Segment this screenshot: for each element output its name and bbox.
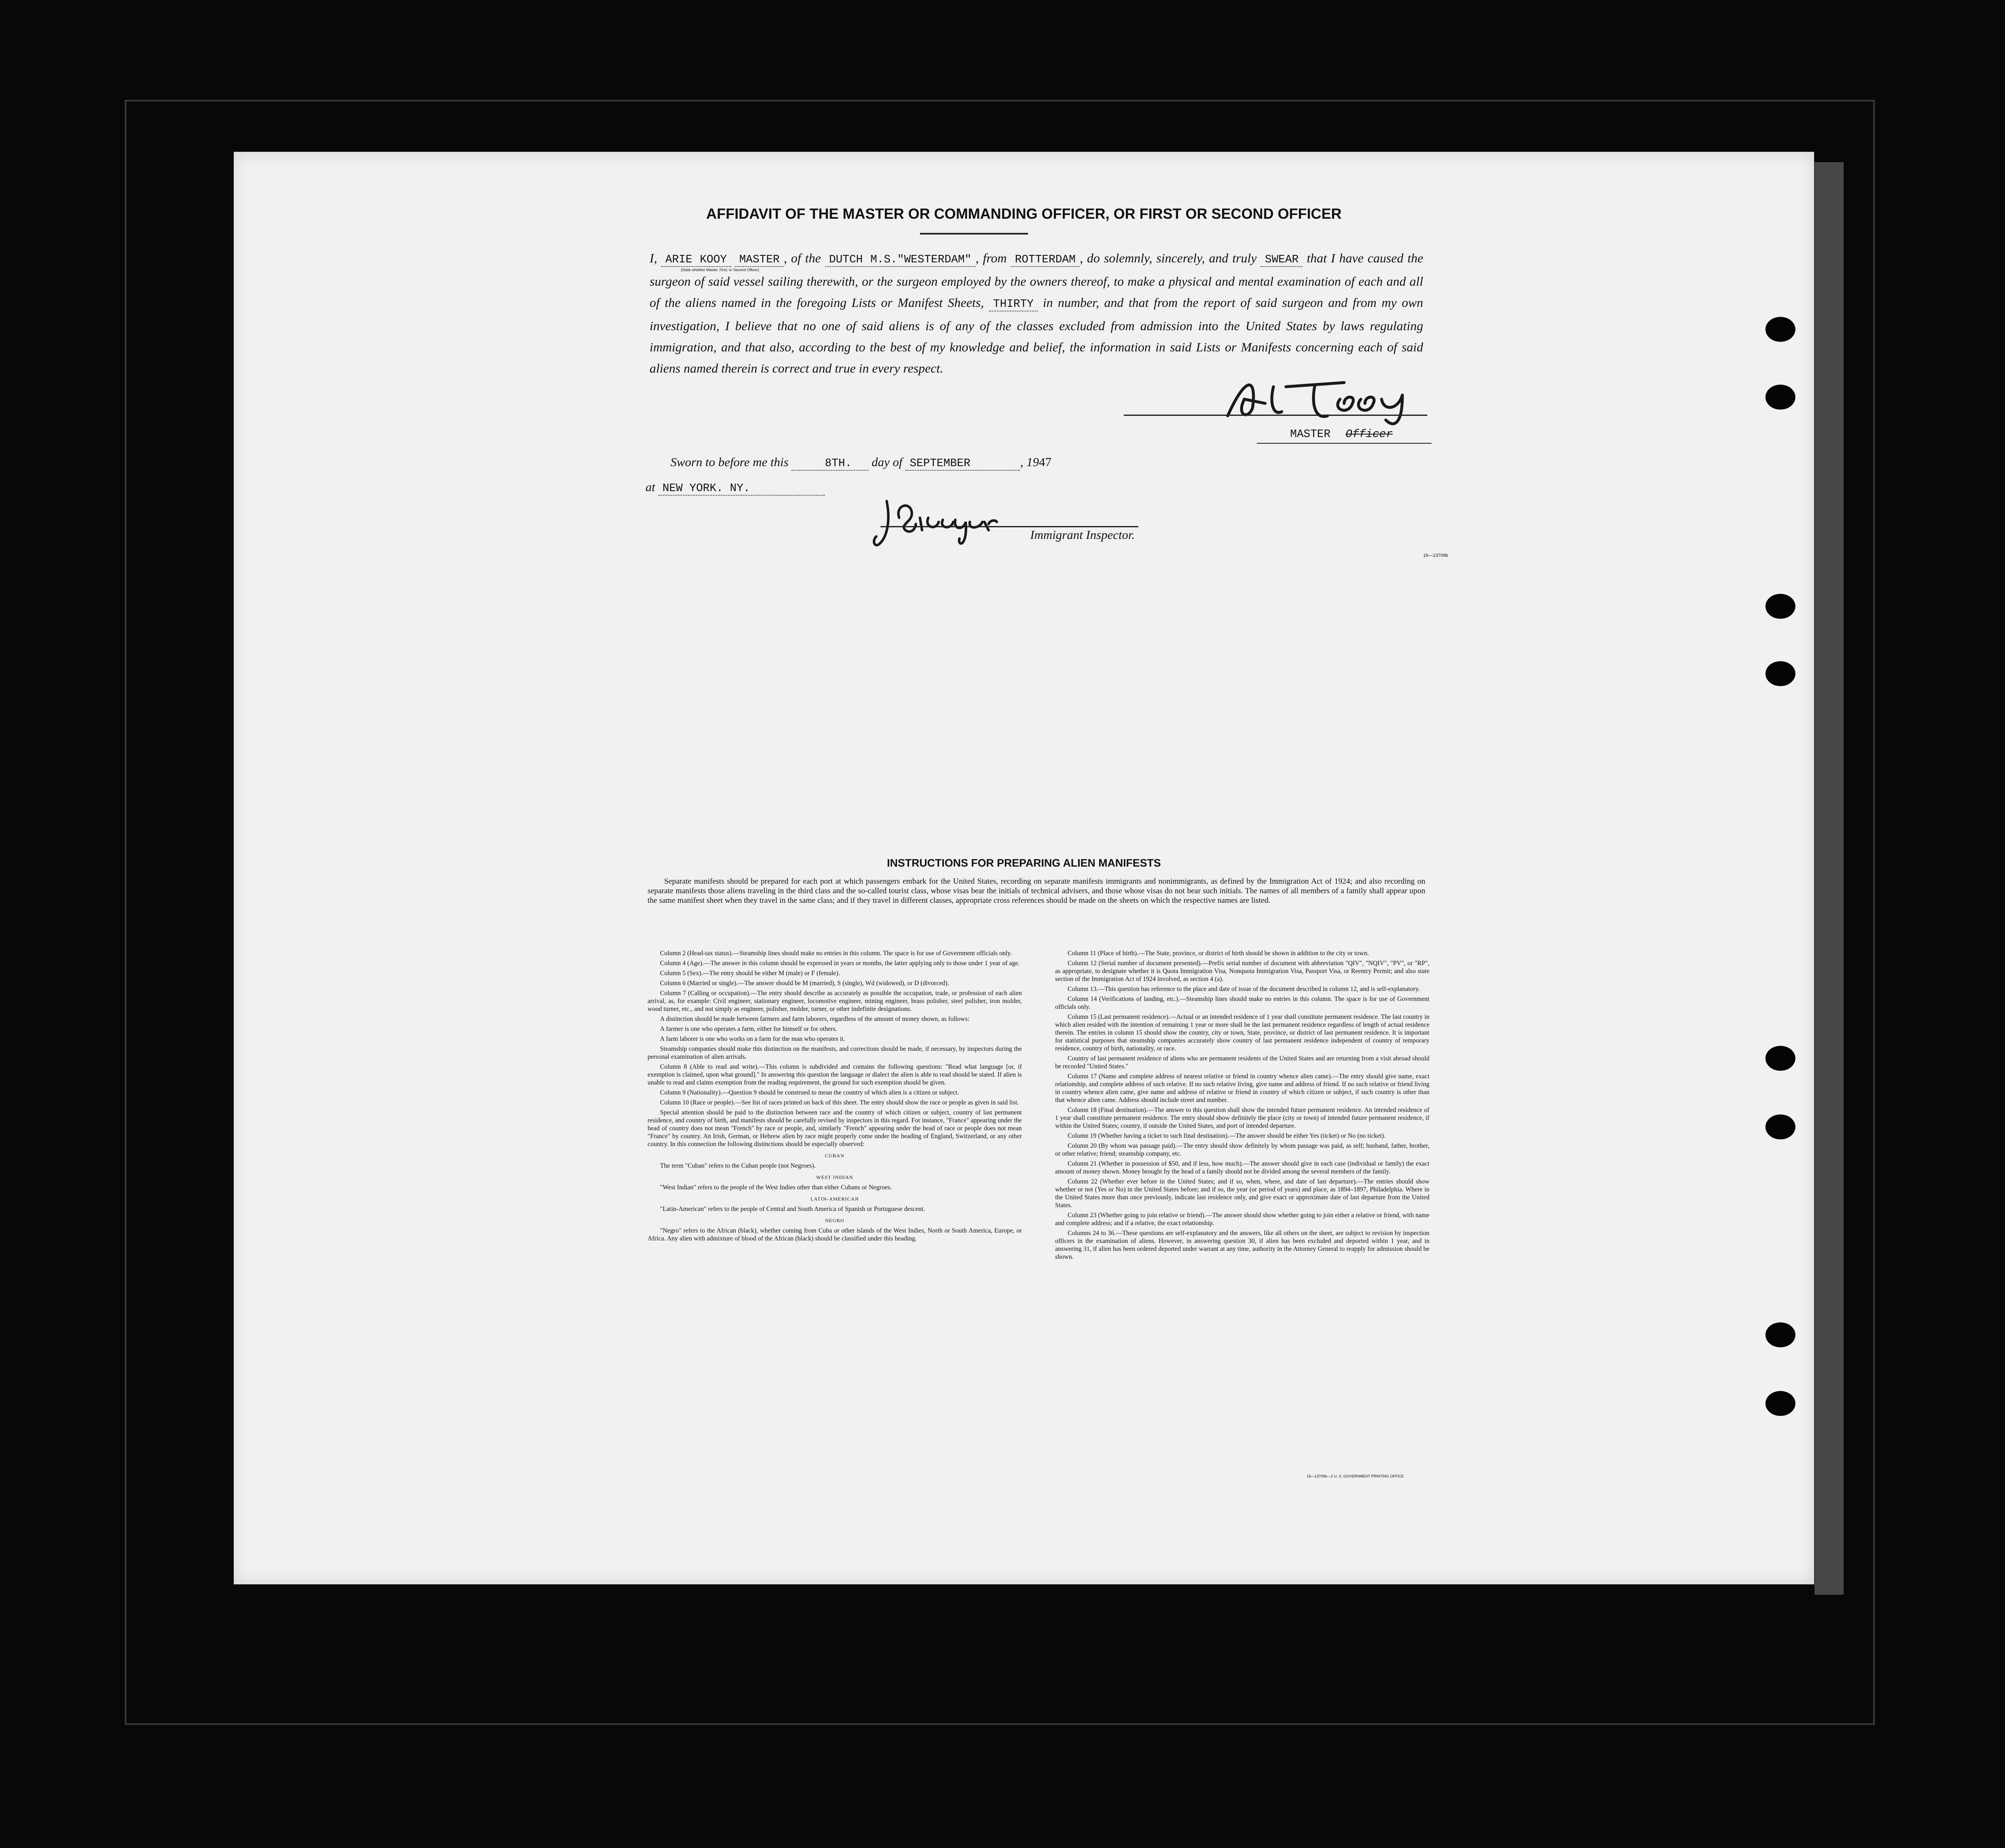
- definition-paragraph: "Negro" refers to the African (black), whether coming from Cuba or other islands of the West Indies, North or South America, Europe, or Africa. Any alien with admixture of blood of the African (black) should be classified under this heading.: [648, 1227, 1022, 1242]
- vessel-field: DUTCH M.S."WESTERDAM": [825, 254, 976, 267]
- page-edge-shadow: [1815, 162, 1844, 1595]
- punch-hole: [1765, 317, 1795, 342]
- instruction-paragraph: Country of last permanent residence of aliens who are permanent residents of the United States and are returning from a visit abroad should be recorded "United States.": [1055, 1055, 1429, 1070]
- instruction-paragraph: Column 18 (Final destination).—The answer to this question shall show the intended future permanent residence. An intended residence of 1 year shall constitute permanent residence. The entry should show definitely the place (city or town) of intended future permanent residence, if within the United States; country, if outside the United States, and port of intended departure.: [1055, 1107, 1429, 1129]
- instruction-paragraph: Column 10 (Race or people).—See list of races printed on back of this sheet. The entry should show the race or people as given in said list.: [660, 1099, 1019, 1106]
- instruction-paragraph: Column 15 (Last permanent residence).—Actual or an intended residence of 1 year shall constitute permanent residence. The last country in which alien resided with the intention of remaining 1 year or more shall be the last permanent residence regardless of length of actual residence therein. The entries in column 15 should show the country, city or town, State, province, or district of last permanent residence. It is important for statistical purposes that steamship companies accurately show country of last permanent residence independent of country of temporary residence, country of birth, nationality, or race.: [1055, 1013, 1429, 1052]
- instruction-paragraph: Column 11 (Place of birth).—The State, province, or district of birth should be shown in addition to the city or town.: [1068, 950, 1369, 957]
- punch-hole: [1765, 1322, 1795, 1347]
- instruction-paragraph: Column 4 (Age).—The answer in this column should be expressed in years or months, the latter applying only to those under 1 year of age.: [660, 960, 1020, 967]
- definition-paragraph: "Latin-American" refers to the people of Central and South America of Spanish or Portuguese descent.: [660, 1206, 925, 1213]
- master-signature-line: [1124, 415, 1427, 416]
- place-line: at NEW YORK. NY.: [645, 480, 825, 495]
- inspector-signature-line: [880, 526, 1138, 527]
- definition-paragraph: "West Indian" refers to the people of the West Indies other than either Cubans or Negroes.: [660, 1184, 892, 1191]
- sheet-count-field: THIRTY: [989, 298, 1038, 311]
- title-rule: [920, 233, 1028, 235]
- instruction-paragraph: Column 14 (Verifications of landing, etc.).—Steamship lines should make no entries in this column. The space is for use of Government officials only.: [1055, 996, 1429, 1010]
- instruction-paragraph: Column 13.—This question has reference to the place and date of issue of the document described in column 12, and is self-explanatory.: [1068, 986, 1420, 993]
- instruction-paragraph: Column 12 (Serial number of document presented).—Prefix serial number of document with abbreviation "QIV", "NQIV", "PV", or "RP", as appropriate, to designate whether it is Quota Immigration Visa, Nonquota Immigration Visa, Passport Visa, or Reentry Permit; and also state section of the Immigration Act of 1924 involved, as section 4 (a).: [1055, 960, 1429, 983]
- instruction-paragraph: Column 22 (Whether ever before in the United States; and if so, when, where, and date of last departure).—The entries should show whether or not (Yes or No) in the United States before; and if so, the year (or period of years) and place, as 1894–1897, Philadelphia. Where in the United States more than once previously, indicate last residence only, and give exact or approximate date of last departure from the United States.: [1055, 1178, 1429, 1209]
- printing-office-footer: 16—13709b—2 U. S. GOVERNMENT PRINTING OFFICE: [1307, 1474, 1404, 1478]
- definition-heading: WEST INDIAN: [816, 1174, 853, 1180]
- year-field: 47: [1039, 455, 1052, 469]
- definition-paragraph: The term "Cuban" refers to the Cuban people (not Negroes).: [660, 1162, 816, 1169]
- month-field: SEPTEMBER: [905, 457, 1020, 471]
- place-field: NEW YORK. NY.: [658, 482, 825, 496]
- instructions-left-column: [648, 949, 1022, 1245]
- punch-hole: [1765, 661, 1795, 686]
- officer-title-field: MASTER: [735, 254, 784, 267]
- instruction-paragraph: Column 9 (Nationality).—Question 9 should be construed to mean the country of which alien is a citizen or subject.: [660, 1089, 959, 1096]
- form-number: 16—13709b: [1423, 553, 1448, 558]
- inspector-signature: [870, 489, 1007, 551]
- officer-name-field: ARIE KOOY: [661, 254, 731, 267]
- document-page: [234, 152, 1814, 1584]
- instruction-paragraph: Column 17 (Name and complete address of nearest relative or friend in country whence alien came).—The entry should give name, exact relationship, and complete address of such relative. If no such relative living, give name and address of friend. If no such relative or friend living in country whence alien came, give name and address of relative or friend in country of which citizen or subject, if such country is other than that whence alien came. Address should include street and number.: [1055, 1073, 1429, 1104]
- instruction-paragraph: A farmer is one who operates a farm, either for himself or for others.: [660, 1025, 837, 1033]
- instruction-paragraph: Column 23 (Whether going to join relative or friend).—The answer should show whether going to join either a relative or friend, with name and complete address; and if a relative, the exact relationship.: [1055, 1212, 1429, 1227]
- punch-hole: [1765, 1046, 1795, 1071]
- instruction-paragraph: Special attention should be paid to the distinction between race and the country of which citizen or subject, country of last permanent residence, and country of birth, and manifests should be carefully revised by inspectors in this regard. For instance, "France" appearing under the head of country does not mean "French" by race or people, and, similarly "French" appearing under the head of race or people does not mean "France" by country. An Irish, German, or Hebrew alien by race might properly come under the heading of England, Switzerland, or any other country. In this connection the following distinctions should be especially observed:: [648, 1109, 1022, 1148]
- definition-heading: LATIN-AMERICAN: [810, 1196, 859, 1202]
- instruction-paragraph: Column 2 (Head-tax status).—Steamship lines should make no entries in this column. The space is for use of Government officials only.: [660, 950, 1012, 957]
- punch-hole: [1765, 1114, 1795, 1139]
- instructions-intro: Separate manifests should be prepared for each port at which passengers embark for the United States, recording on separate manifests immigrants and nonimmigrants, as defined by the Immigration Act of 1924; and also recording on separate manifests those aliens traveling in the third class and the so-called tourist class, whose visas bear the initials of technical advisers, and those whose visas do not bear such initials. The names of all members of a family shall appear upon the same manifest sheet when they travel in the same class; and if they travel in different classes, appropriate cross references should be made on the sheets on which the respective names are listed.: [648, 877, 1425, 905]
- instruction-paragraph: Column 7 (Calling or occupation).—The entry should describe as accurately as possible the occupation, trade, or profession of each alien arrival, as, for example: Civil engineer, stationary engineer, locomotive engineer, mining engineer, brass polisher, steel polisher, iron molder, wood turner, etc., and not simply as engineer, polisher, molder, turner, or other indefinite designations.: [648, 990, 1022, 1013]
- port-field: ROTTERDAM: [1011, 254, 1080, 267]
- inspector-label: Immigrant Inspector.: [1030, 528, 1135, 542]
- master-title-line: [1257, 443, 1431, 444]
- definition-heading: NEGRO: [825, 1218, 845, 1223]
- title-hint: (State whether Master, First, or Second Officer): [681, 268, 759, 272]
- day-field: 8TH.: [791, 457, 868, 471]
- punch-hole: [1765, 385, 1795, 410]
- instruction-paragraph: Column 21 (Whether in possession of $50, and if less, how much).—The answer should give in each case (individual or family) the exact amount of money shown. Money brought by the head of a family should not be divided among the several members of the family.: [1055, 1160, 1429, 1175]
- sworn-line: Sworn to before me this 8TH. day of SEPTEMBER , 1947: [670, 455, 1052, 470]
- punch-hole: [1765, 594, 1795, 619]
- punch-hole: [1765, 1391, 1795, 1416]
- instructions-title: INSTRUCTIONS FOR PREPARING ALIEN MANIFESTS: [887, 857, 1161, 869]
- instruction-paragraph: Column 19 (Whether having a ticket to such final destination).—The answer should be either Yes (ticket) or No (no ticket).: [1068, 1132, 1386, 1139]
- definition-heading: CUBAN: [825, 1153, 845, 1159]
- oath-field: SWEAR: [1261, 254, 1303, 267]
- instruction-paragraph: Column 20 (By whom was passage paid).—The entry should show definitely by whom passage was paid, as self; husband, father, brother, or other relative; friend; steamship company, etc.: [1055, 1142, 1429, 1157]
- instruction-paragraph: Column 6 (Married or single).—The answer should be M (married), S (single), Wd (widowed), or D (divorced).: [660, 980, 949, 987]
- instruction-paragraph: Column 5 (Sex).—The entry should be either M (male) or F (female).: [660, 970, 840, 977]
- affidavit-title: AFFIDAVIT OF THE MASTER OR COMMANDING OFFICER, OR FIRST OR SECOND OFFICER: [706, 206, 1342, 222]
- master-signature: [1219, 370, 1436, 432]
- instruction-paragraph: A distinction should be made between farmers and farm laborers, regardless of the amount of money shown, as follows:: [660, 1015, 969, 1023]
- instruction-paragraph: A farm laborer is one who works on a farm for the man who operates it.: [660, 1035, 846, 1043]
- instruction-paragraph: Column 8 (Able to read and write).—This column is subdivided and contains the following questions: "Read what language [or, if exemption is claimed, upon what ground]." In answering this question the language or dialect the alien is able to read should be stated. If alien is unable to read and claims exemption from the reading requirement, the ground for such exemption should be given.: [648, 1063, 1022, 1086]
- signer-title: MASTER Officer: [1290, 428, 1393, 441]
- affidavit-text: I, ARIE KOOY MASTER , of the DUTCH M.S."WESTERDAM" , from ROTTERDAM , do solemnly, sincerely, and truly SWEAR that I have caused the surgeon of said vessel sailing therewith, or the surgeon employed by the owners thereof, to make a physical and mental examination of each and all of the aliens named in the foregoing Lists or Manifest Sheets, THIRTY in number, and that from the report of said surgeon and from my own investigation, I believe that no one of said aliens is of any of the classes excluded from admission into the United States by laws regulating immigration, and that also, according to the best of my knowledge and belief, the information in said Lists or Manifests concerning each of said aliens named therein is correct and true in every respect.: [650, 251, 1424, 376]
- instruction-paragraph: Steamship companies should make this distinction on the manifests, and corrections should be made, if necessary, by inspectors during the personal examination of alien arrivals.: [648, 1045, 1022, 1060]
- instructions-right-column: [1055, 949, 1429, 1263]
- instruction-paragraph: Columns 24 to 36.—These questions are self-explanatory and the answers, like all others on the sheet, are subject to revision by inspection officers in the examination of aliens. However, in answering question 30, if alien has been excluded and deported within 1 year, and in answering 31, if alien has been ordered deported under warrant at any time, authority in the Attorney General to reapply for admission should be shown.: [1055, 1230, 1429, 1260]
